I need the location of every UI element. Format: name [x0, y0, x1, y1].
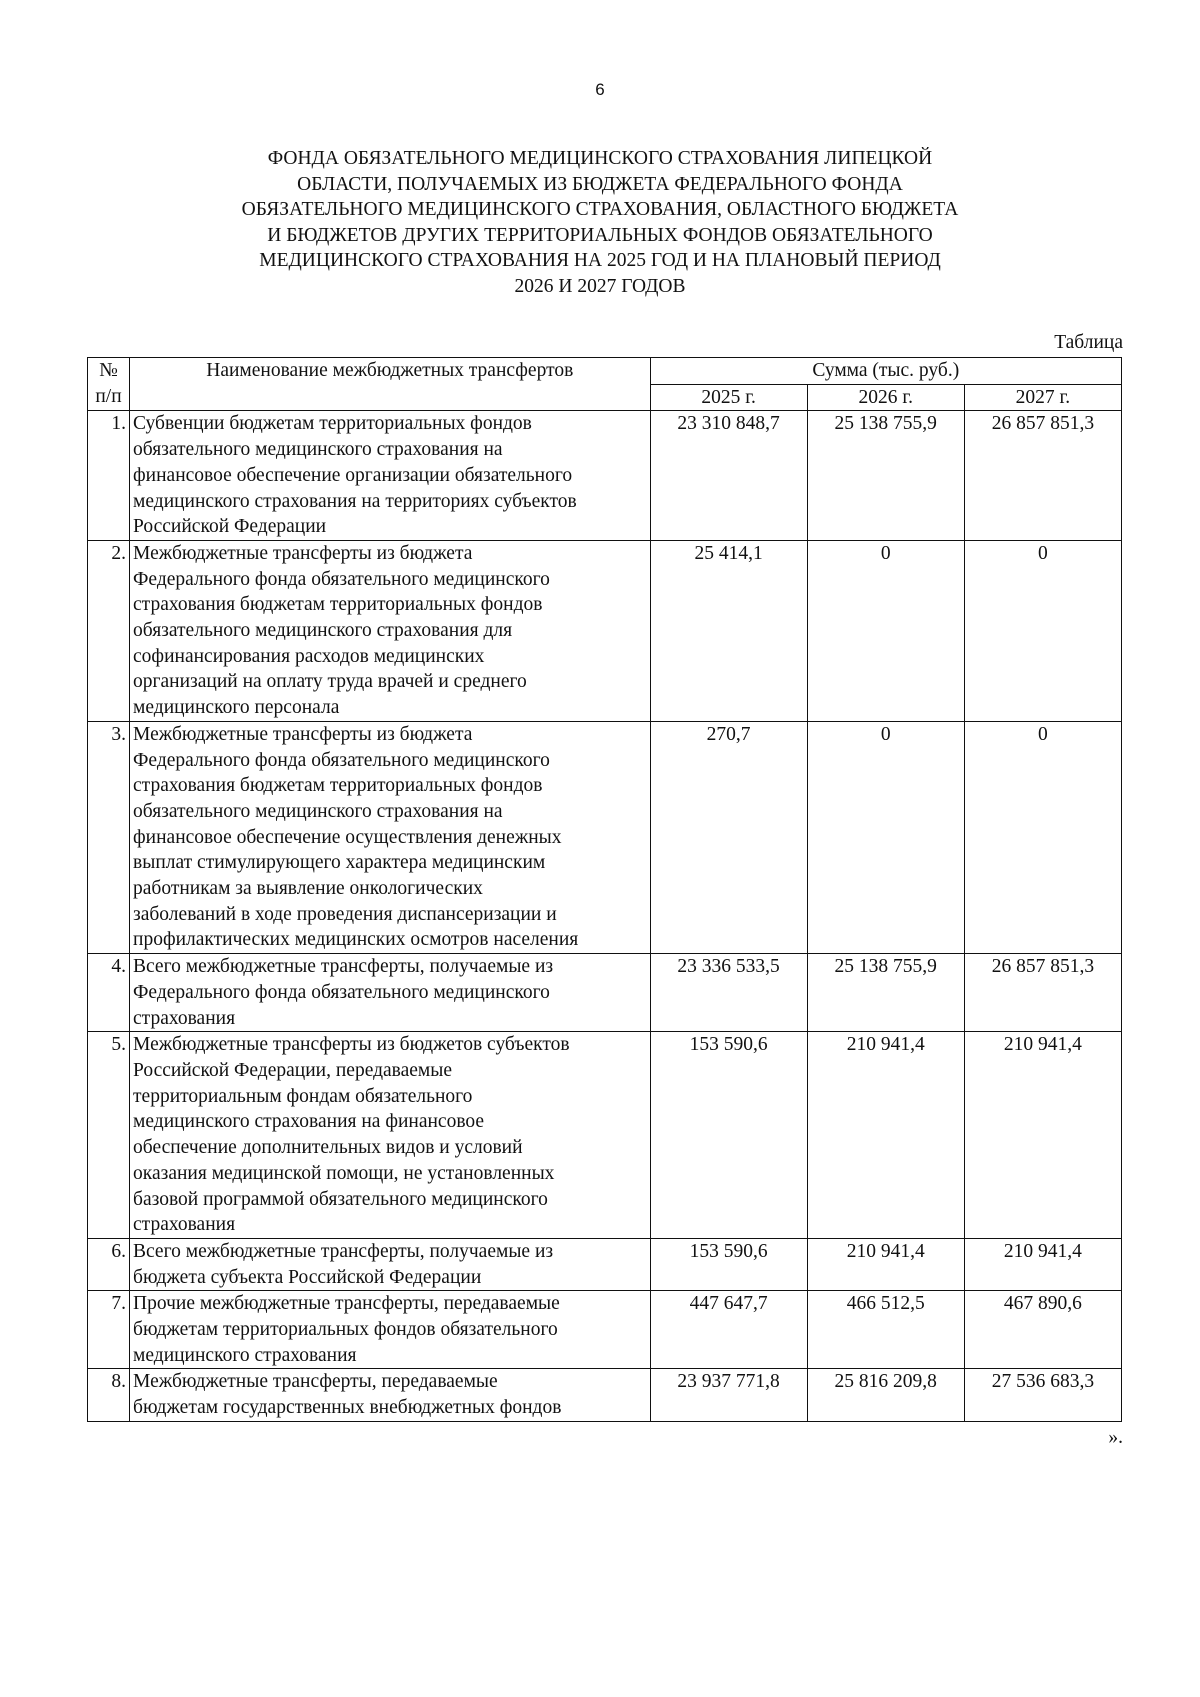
- row-name: [130, 1369, 651, 1421]
- row-number: 1.: [88, 411, 130, 541]
- row-name-line: Федерального фонда обязательного медицинского: [133, 981, 550, 1003]
- value-2026: 0: [807, 540, 964, 721]
- row-name-line: Российской Федерации, передаваемые: [133, 1059, 453, 1081]
- header-name: Наименование межбюджетных трансфертов: [130, 358, 651, 411]
- row-name-line: Межбюджетные трансферты из бюджетов субъектов: [133, 1034, 570, 1056]
- heading-line: МЕДИЦИНСКОГО СТРАХОВАНИЯ НА 2025 ГОД И НА ПЛАНОВЫЙ ПЕРИОД: [259, 250, 941, 271]
- row-name-line: выплат стимулирующего характера медицинским: [133, 852, 546, 874]
- value-2026: 466 512,5: [807, 1291, 964, 1369]
- table-label: Таблица: [1054, 332, 1123, 353]
- row-name-line: финансовое обеспечение организации обязательного: [133, 464, 573, 486]
- header-number-line: п/п: [95, 385, 122, 407]
- row-name-line: территориальным фондам обязательного: [133, 1085, 473, 1107]
- heading-line: ОБЯЗАТЕЛЬНОГО МЕДИЦИНСКОГО СТРАХОВАНИЯ, ОБЛАСТНОГО БЮДЖЕТА: [241, 199, 959, 220]
- table-row: [88, 954, 1122, 1032]
- value-2026: 25 138 755,9: [807, 411, 964, 541]
- row-name-line: профилактических медицинских осмотров населения: [133, 929, 579, 951]
- row-name-line: финансовое обеспечение осуществления денежных: [133, 826, 562, 848]
- page-number: 6: [595, 80, 605, 99]
- value-2026: 210 941,4: [807, 1032, 964, 1239]
- table-row: [88, 1032, 1122, 1239]
- row-name-line: медицинского страхования на территориях субъектов: [133, 490, 577, 512]
- closing-quote: ».: [1108, 1427, 1123, 1448]
- row-name-line: Российской Федерации: [133, 516, 327, 538]
- row-name-line: обеспечение дополнительных видов и условий: [133, 1137, 523, 1159]
- value-2025: 153 590,6: [650, 1238, 807, 1290]
- header-sum: Сумма (тыс. руб.): [650, 358, 1121, 385]
- row-name: [130, 1032, 651, 1239]
- row-name-line: Всего межбюджетные трансферты, получаемые из: [133, 1240, 554, 1262]
- row-number: 2.: [88, 540, 130, 721]
- row-name-line: Межбюджетные трансферты из бюджета: [133, 723, 473, 745]
- heading-line: 2026 И 2027 ГОДОВ: [514, 275, 686, 297]
- value-2027: 26 857 851,3: [964, 954, 1121, 1032]
- value-2025: 23 937 771,8: [650, 1369, 807, 1421]
- row-name-line: Федерального фонда обязательного медицинского: [133, 568, 550, 590]
- row-name: [130, 411, 651, 541]
- row-name-line: организаций на оплату труда врачей и среднего: [133, 671, 527, 693]
- row-name-line: базовой программой обязательного медицинского: [133, 1188, 548, 1210]
- value-2025: 25 414,1: [650, 540, 807, 721]
- row-name-line: софинансирования расходов медицинских: [133, 645, 485, 667]
- row-name-line: Межбюджетные трансферты, передаваемые: [133, 1371, 498, 1393]
- row-number: 6.: [88, 1238, 130, 1290]
- table-row: [88, 1369, 1122, 1421]
- row-name-line: страхования: [133, 1214, 236, 1236]
- row-number: 8.: [88, 1369, 130, 1421]
- row-name-line: страхования: [133, 1007, 236, 1029]
- row-name-line: Межбюджетные трансферты из бюджета: [133, 542, 473, 564]
- row-name: [130, 1291, 651, 1369]
- value-2027: 210 941,4: [964, 1238, 1121, 1290]
- value-2027: 467 890,6: [964, 1291, 1121, 1369]
- value-2026: 210 941,4: [807, 1238, 964, 1290]
- row-name-line: оказания медицинской помощи, не установленных: [133, 1162, 555, 1184]
- row-name-line: Прочие межбюджетные трансферты, передаваемые: [133, 1293, 560, 1315]
- value-2026: 25 138 755,9: [807, 954, 964, 1032]
- value-2025: 153 590,6: [650, 1032, 807, 1239]
- row-name: [130, 721, 651, 953]
- table-row: [88, 540, 1122, 721]
- transfers-table: [87, 357, 1122, 1422]
- row-name-line: обязательного медицинского страхования для: [133, 620, 513, 642]
- value-2026: 25 816 209,8: [807, 1369, 964, 1421]
- row-name-line: медицинского персонала: [133, 697, 340, 719]
- header-number-line: №: [99, 360, 118, 381]
- header-year-2025: 2025 г.: [650, 384, 807, 411]
- value-2027: 26 857 851,3: [964, 411, 1121, 541]
- row-number: 4.: [88, 954, 130, 1032]
- table-row: [88, 1238, 1122, 1290]
- heading-line: ОБЛАСТИ, ПОЛУЧАЕМЫХ ИЗ БЮДЖЕТА ФЕДЕРАЛЬНОГО ФОНДА: [297, 173, 903, 195]
- row-name-line: обязательного медицинского страхования на: [133, 800, 503, 822]
- row-name-line: заболеваний в ходе проведения диспансеризации и: [133, 903, 557, 925]
- header-number: [88, 358, 130, 411]
- row-number: 5.: [88, 1032, 130, 1239]
- heading-line: ФОНДА ОБЯЗАТЕЛЬНОГО МЕДИЦИНСКОГО СТРАХОВАНИЯ ЛИПЕЦКОЙ: [267, 148, 933, 169]
- row-number: 7.: [88, 1291, 130, 1369]
- value-2025: 23 310 848,7: [650, 411, 807, 541]
- value-2026: 0: [807, 721, 964, 953]
- table-row: [88, 721, 1122, 953]
- row-name-line: бюджетам территориальных фондов обязательного: [133, 1319, 558, 1341]
- value-2025: 23 336 533,5: [650, 954, 807, 1032]
- value-2027: 27 536 683,3: [964, 1369, 1121, 1421]
- table-header-row: [88, 358, 1122, 385]
- header-year-2027: 2027 г.: [964, 384, 1121, 411]
- row-name: [130, 1238, 651, 1290]
- value-2027: 0: [964, 540, 1121, 721]
- row-name: [130, 954, 651, 1032]
- row-name-line: страхования бюджетам территориальных фондов: [133, 775, 543, 797]
- row-name-line: Всего межбюджетные трансферты, получаемые из: [133, 956, 554, 978]
- row-number: 3.: [88, 721, 130, 953]
- document-heading: [100, 146, 1100, 299]
- value-2025: 270,7: [650, 721, 807, 953]
- row-name-line: медицинского страхования на финансовое: [133, 1111, 485, 1133]
- value-2025: 447 647,7: [650, 1291, 807, 1369]
- table-body: [88, 411, 1122, 1421]
- row-name-line: Федерального фонда обязательного медицинского: [133, 749, 550, 771]
- header-year-2026: 2026 г.: [807, 384, 964, 411]
- row-name-line: работникам за выявление онкологических: [133, 878, 483, 900]
- row-name-line: бюджетам государственных внебюджетных фондов: [133, 1397, 562, 1419]
- table-row: [88, 411, 1122, 541]
- value-2027: 210 941,4: [964, 1032, 1121, 1239]
- row-name-line: Субвенции бюджетам территориальных фондов: [133, 413, 532, 435]
- row-name-line: страхования бюджетам территориальных фондов: [133, 594, 543, 616]
- value-2027: 0: [964, 721, 1121, 953]
- row-name-line: бюджета субъекта Российской Федерации: [133, 1266, 482, 1288]
- row-name-line: обязательного медицинского страхования на: [133, 439, 503, 461]
- row-name: [130, 540, 651, 721]
- heading-line: И БЮДЖЕТОВ ДРУГИХ ТЕРРИТОРИАЛЬНЫХ ФОНДОВ ОБЯЗАТЕЛЬНОГО: [267, 224, 933, 246]
- table-row: [88, 1291, 1122, 1369]
- row-name-line: медицинского страхования: [133, 1344, 357, 1366]
